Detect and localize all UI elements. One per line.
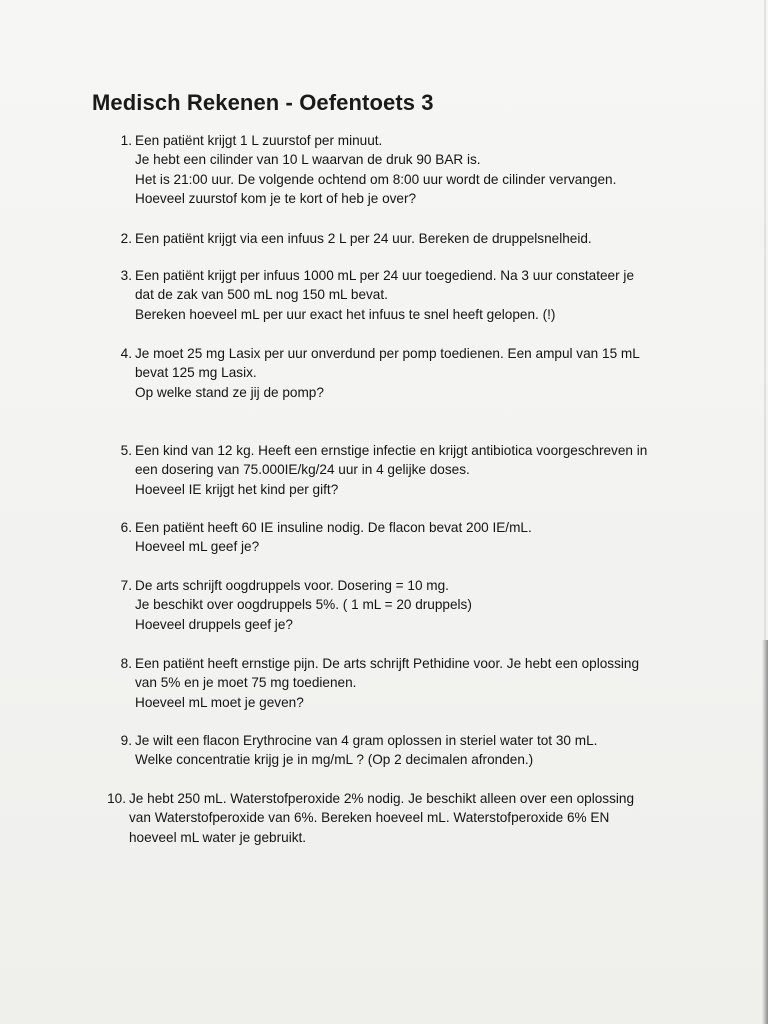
question-line: Je hebt een cilinder van 10 L waarvan de druk 90 BAR is.: [135, 152, 481, 168]
question-text: [135, 441, 690, 499]
question-line: Een patiënt krijgt 1 L zuurstof per minuut.: [135, 133, 383, 148]
question-2: [110, 229, 690, 248]
question-line: Je moet 25 mg Lasix per uur onverdund per pomp toedienen. Een ampul van 15 mL: [135, 346, 640, 361]
question-line: Een patiënt krijgt via een infuus 2 L per 24 uur. Bereken de druppelsnelheid.: [135, 231, 592, 246]
question-line: Hoeveel druppels geef je?: [135, 616, 293, 632]
question-number: 6.: [120, 520, 132, 535]
question-text: [135, 654, 690, 712]
question-number: 7.: [120, 578, 132, 593]
question-number: 1.: [120, 133, 132, 148]
question-number: 5.: [120, 443, 132, 458]
page-title: Medisch Rekenen - Oefentoets 3: [92, 90, 434, 115]
question-line: Hoeveel zuurstof kom je te kort of heb je over?: [135, 191, 417, 207]
question-number: 4.: [120, 346, 132, 361]
question-line: Welke concentratie krijg je in mg/mL ? (Op 2 decimalen afronden.): [135, 752, 534, 768]
question-line: Een kind van 12 kg. Heeft een ernstige infectie en krijgt antibiotica voorgeschreven in: [135, 443, 648, 458]
question-line: De arts schrijft oogdruppels voor. Dosering = 10 mg.: [135, 578, 449, 593]
question-8: [110, 654, 690, 712]
question-line: van Waterstofperoxide van 6%. Bereken hoeveel mL. Waterstofperoxide 6% EN: [129, 810, 610, 826]
question-line: Een patiënt heeft 60 IE insuline nodig. De flacon bevat 200 IE/mL.: [135, 520, 532, 535]
question-line: Bereken hoeveel mL per uur exact het infuus te snel heeft gelopen. (!): [135, 306, 556, 322]
question-line: Hoeveel IE krijgt het kind per gift?: [135, 481, 339, 497]
question-10: [104, 789, 684, 847]
question-line: Je wilt een flacon Erythrocine van 4 gram oplossen in steriel water tot 30 mL.: [135, 733, 598, 748]
question-line: Op welke stand ze jij de pomp?: [135, 384, 324, 400]
question-line: Een patiënt heeft ernstige pijn. De arts schrijft Pethidine voor. Je hebt een oplossing: [135, 656, 640, 671]
question-text: [135, 518, 690, 557]
question-line: bevat 125 mg Lasix.: [135, 365, 257, 381]
question-number: 10.: [107, 791, 126, 806]
question-line: Een patiënt krijgt per infuus 1000 mL per 24 uur toegediend. Na 3 uur constateer je: [135, 268, 635, 283]
question-line: hoeveel mL water je gebruikt.: [129, 829, 307, 845]
question-text: [135, 131, 690, 209]
question-6: [110, 518, 690, 557]
question-number: 9.: [120, 733, 132, 748]
question-line: Hoeveel mL moet je geven?: [135, 694, 304, 710]
scan-edge-shadow: [762, 640, 768, 1024]
question-text: [135, 576, 690, 634]
question-7: [110, 576, 690, 634]
question-line: van 5% en je moet 75 mg toedienen.: [135, 675, 357, 691]
question-line: een dosering van 75.000IE/kg/24 uur in 4 gelijke doses.: [135, 462, 470, 478]
question-5: [110, 441, 690, 499]
scan-edge-shadow-top: [764, 0, 766, 640]
question-3: [110, 266, 690, 324]
question-9: [110, 731, 690, 770]
question-line: dat de zak van 500 mL nog 150 mL bevat.: [135, 287, 388, 303]
question-number: 2.: [120, 231, 132, 246]
question-1: [110, 131, 690, 209]
question-line: Het is 21:00 uur. De volgende ochtend om 8:00 uur wordt de cilinder vervangen.: [135, 171, 617, 187]
question-line: Je beschikt over oogdruppels 5%. ( 1 mL = 20 druppels): [135, 597, 472, 613]
question-4: [110, 344, 690, 402]
question-line: Je hebt 250 mL. Waterstofperoxide 2% nodig. Je beschikt alleen over een oplossing: [129, 791, 635, 806]
question-number: 8.: [120, 656, 132, 671]
question-text: [129, 789, 684, 847]
question-number: 3.: [120, 268, 132, 283]
question-text: [135, 266, 690, 324]
question-text: [135, 344, 690, 402]
question-line: Hoeveel mL geef je?: [135, 539, 260, 555]
question-text: [135, 731, 690, 770]
question-text: [135, 229, 690, 248]
